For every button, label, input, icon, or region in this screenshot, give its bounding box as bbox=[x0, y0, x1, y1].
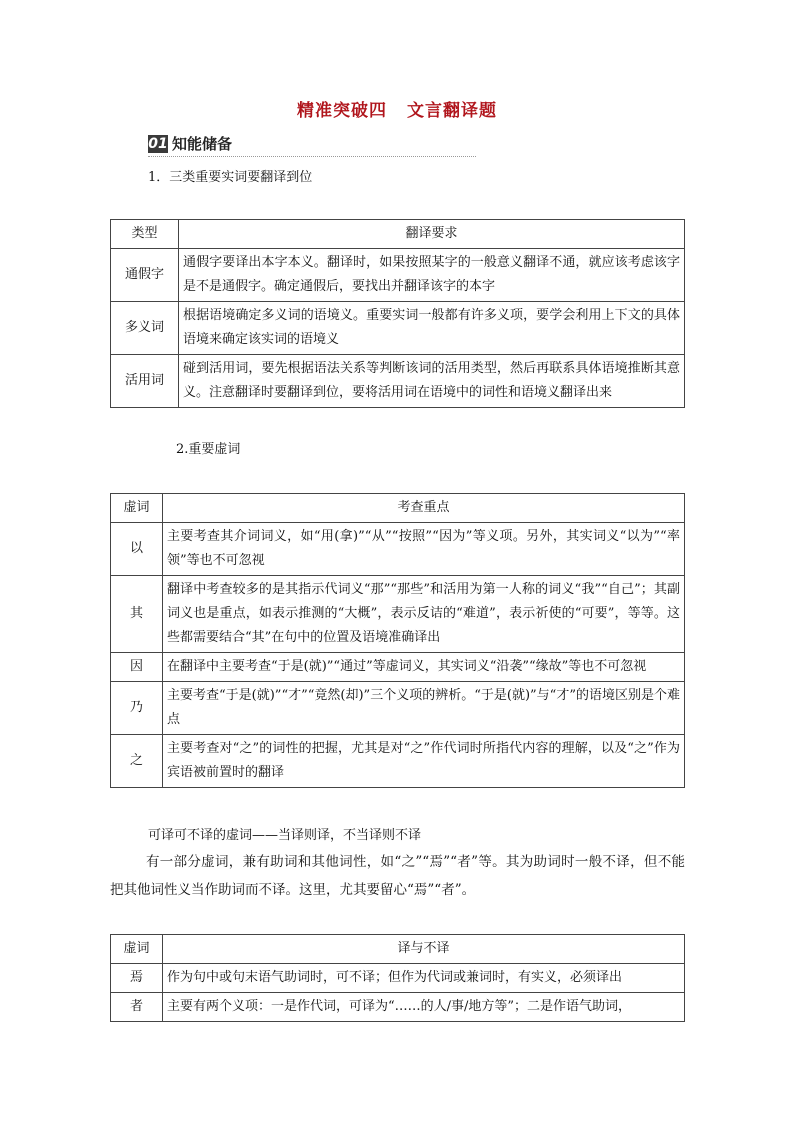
section-title: 知能储备 bbox=[172, 135, 233, 153]
note-translate-rule: 可译可不译的虚词——当译则译，不当译则不译 bbox=[148, 828, 422, 843]
table-cell-text: 主要考查对“之”的词性的把握，尤其是对“之”作代词时所指代内容的理解，以及“之”作为宾语被前置时的翻译 bbox=[163, 735, 685, 788]
table-cell-word: 其 bbox=[111, 576, 163, 653]
note-paragraph: 有一部分虚词，兼有助词和其他词性，如“之”“焉”“者”等。其为助词时一般不译，但不能把其他词性义当作助词而不译。这里，尤其要留心“焉”“者”。 bbox=[110, 854, 685, 898]
page-title bbox=[0, 96, 794, 121]
table-header-cell: 译与不译 bbox=[163, 935, 685, 964]
table-real-words bbox=[110, 219, 685, 408]
table-cell-text: 作为句中或句末语气助词时，可不译；但作为代词或兼词时，有实义，必须译出 bbox=[163, 964, 685, 993]
table-row bbox=[111, 682, 685, 735]
table-cell-text: 通假字要译出本字本义。翻译时，如果按照某字的一般意义翻译不通，就应该考虑该字是不是通假字。确定通假后，要找出并翻译该字的本字 bbox=[179, 249, 685, 302]
table-row bbox=[111, 355, 685, 408]
item-2-heading: 2.重要虚词 bbox=[176, 442, 241, 457]
table-cell-word: 者 bbox=[111, 993, 163, 1022]
table-header-row bbox=[111, 935, 685, 964]
table-header-row bbox=[111, 220, 685, 249]
table-cell-word: 因 bbox=[111, 653, 163, 682]
table-row bbox=[111, 993, 685, 1022]
table-row bbox=[111, 653, 685, 682]
table-cell-type: 多义词 bbox=[111, 302, 179, 355]
table-cell-type: 通假字 bbox=[111, 249, 179, 302]
table-row bbox=[111, 735, 685, 788]
table-cell-text: 根据语境确定多义词的语境义。重要实词一般都有许多义项，要学会利用上下文的具体语境来确定该实词的语境义 bbox=[179, 302, 685, 355]
table-cell-word: 焉 bbox=[111, 964, 163, 993]
table-cell-text: 翻译中考查较多的是其指示代词义“那”“那些”和活用为第一人称的词义“我”“自己”；其副词义也是重点，如表示推测的“大概”，表示反诘的“难道”，表示祈使的“可要”，等等。这些都需要结合“其”在句中的位置及语境准确译出 bbox=[163, 576, 685, 653]
table-cell-word: 乃 bbox=[111, 682, 163, 735]
table-row bbox=[111, 302, 685, 355]
table-header-cell: 虚词 bbox=[111, 494, 163, 523]
item-1-heading: 1．三类重要实词要翻译到位 bbox=[148, 170, 313, 185]
table-cell-word: 之 bbox=[111, 735, 163, 788]
table-cell-text: 主要有两个义项：一是作代词，可译为“……的人/事/地方等”；二是作语气助词， bbox=[163, 993, 685, 1022]
table-row bbox=[111, 523, 685, 576]
table-row bbox=[111, 576, 685, 653]
table-cell-word: 以 bbox=[111, 523, 163, 576]
title-part-1: 精准突破四 bbox=[297, 101, 387, 121]
table-cell-text: 主要考查其介词词义，如“用(拿)”“从”“按照”“因为”等义项。另外，其实词义“以为”“率领”等也不可忽视 bbox=[163, 523, 685, 576]
table-header-cell: 翻译要求 bbox=[179, 220, 685, 249]
table-header-row bbox=[111, 494, 685, 523]
table-row bbox=[111, 249, 685, 302]
table-header-cell: 考查重点 bbox=[163, 494, 685, 523]
table-cell-text: 主要考查“于是(就)”“才”“竟然(却)”三个义项的辨析。“于是(就)”与“才”的语境区别是个难点 bbox=[163, 682, 685, 735]
table-cell-text: 碰到活用词，要先根据语法关系等判断该词的活用类型，然后再联系具体语境推断其意义。注意翻译时要翻译到位，要将活用词在语境中的词性和语境义翻译出来 bbox=[179, 355, 685, 408]
table-cell-text: 在翻译中主要考查“于是(就)”“通过”等虚词义，其实词义“沿袭”“缘故”等也不可忽视 bbox=[163, 653, 685, 682]
section-header bbox=[148, 134, 476, 157]
table-translate-or-not bbox=[110, 934, 685, 1022]
title-part-2: 文言翻译题 bbox=[407, 101, 497, 121]
section-number-badge: 01 bbox=[148, 136, 168, 152]
table-cell-type: 活用词 bbox=[111, 355, 179, 408]
table-row bbox=[111, 964, 685, 993]
table-header-cell: 类型 bbox=[111, 220, 179, 249]
table-function-words bbox=[110, 493, 685, 788]
table-header-cell: 虚词 bbox=[111, 935, 163, 964]
